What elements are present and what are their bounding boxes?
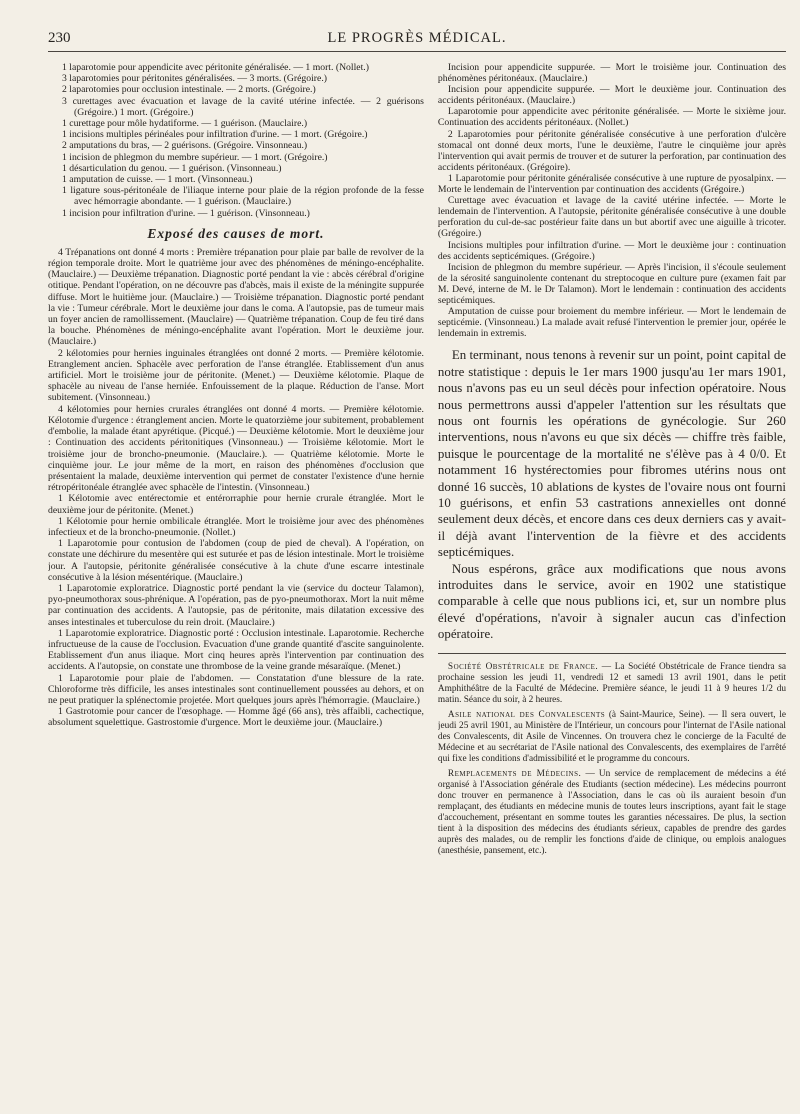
paragraph: 2 Laparotomies pour péritonite généralisée consécutive à une perforation d'ulcère stomacal ont donné deux morts, l'une le deuxième, l'autre le cinquième jour après l'intervention qui avait permis de trouver et de suturer la perforation, par continuation des accidents péritonéaux. (Grégoire). — [437, 128, 786, 173]
paragraph: Incision de phlegmon du membre supérieur. — Après l'incision, il s'écoule seulement de la sérosité sanguinolente contenant du streptocoque en culture pure (examen fait par M. Devé, interne de M. le Dr Talamon). Mort le lendemain : continuation des accidents septicémiques. — [437, 261, 786, 306]
notice-body: — La Société Obstétricale de France tiendra sa prochaine session les jeudi 11, vendredi 12 et samedi 13 avril 1901, dans le petit Amphithéâtre de la Faculté de Médecine. Première séance, le jeudi 11 à 9 heures 1/2 du matin. Séance du soir, à 2 heures. — [437, 661, 786, 705]
news-notice — [438, 769, 786, 857]
operation-entry: 1 désarticulation du genou. — 1 guérison. (Vinsonneau.) — [62, 162, 282, 174]
paragraph: 4 kélotomies pour hernies crurales étranglées ont donné 4 morts. — Première kélotomie. Kélotomie d'urgence : étranglement ancien. Morte le quatorzième jour subitement, probablement d'embolie, la malade étant apyrétique. (Picqué.) — Deuxième kélotomie. Mort le deuxième jour : Continuation des accidents péritonitiques (Vinsonneau.) — Troisième kélotomie. Mort le troisième jour de broncho-pneumonie. (Mauclaire.). — Quatrième kélotomie. Morte le cinquième jour. Le jour même de la mort, en raison des phénomènes d'occlusion que présentaient la malade, deuxième intervention qui permet de constater l'existence d'une hernie rétropéritonéale étranglée avec sphacèle de l'intestin. (Vinsonneau.) — [48, 403, 424, 494]
operation-entry: 2 amputations du bras, — 2 guérisons. (Grégoire. Vinsonneau.) — [62, 140, 308, 152]
operation-entry: 3 curettages avec évacuation et lavage de la cavité utérine infectée. — 2 guérisons (Grégoire.) 1 mort. (Grégoire.) — [62, 95, 424, 118]
divider — [438, 653, 786, 654]
paragraph: 4 Trépanations ont donné 4 morts : Première trépanation pour plaie par balle de revolver de la région temporale droite. Mort le quatrième jour avec des phénomènes de méningo-encéphalite. (Mauclaire.) — Deuxième trépanation. Diagnostic porté pendant la vie : abcès cérébral d'origine otitique. Pendant l'opération, on ne découvre pas d'abcès, mais il existe de la méningite suppurée diffuse. Mort le huitième jour. (Mauclaire.) — Troisième trépanation. Diagnostic porté pendant la vie : Tumeur cérébrale. Mort le deuxième jour dans le coma. A l'autopsie, pas de tumeur mais un foyer ancien de ramollissement. (Mauclaire) — Quatrième trépanation. Coup de feu tiré dans la bouche. Phénomènes de méningo-encéphalite avant l'opération. Mort le deuxième jour. (Mauclaire.) — [48, 246, 424, 348]
conclusion-paragraph: En terminant, nous tenons à revenir sur un point, point capital de notre statistique : depuis le 1er mars 1900 jusqu'au 1er mars 1901, nous n'avons pas eu un seul décès pour infection opératoire. Nous nous permettrons aussi d'appeler l'attention sur les résultats que nous ont fournis les opérations de gynécologie. Sur 260 interventions, nous n'avons eu que six décès — chiffre très faible, puisque le pourcentage de la mortalité ne s'élève pas à 4 0/0. Et notamment 16 hystérectomies pour fibromes utérins nous ont donné 16 succès, 10 ablations de kystes de l'ovaire nous ont fourni 10 guérisons, et enfin 53 castrations annexielles ont donné seulement deux décès, et encore dans ces deux derniers cas y avait-il déjà avant l'intervention de la fièvre et des accidents septicémiques. — [437, 348, 786, 560]
operation-entry: 1 curettage pour môle hydatiforme. — 1 guérison. (Mauclaire.) — [62, 118, 308, 130]
notice-body: (à Saint-Maurice, Seine). — Il sera ouvert, le jeudi 25 avril 1901, au Ministère de l'Intérieur, un concours pour l'internat de l'Asile national des Convalescents, dit Asile de Vincennes. On trouvera chez le concierge de la Faculté de Médecine et au secrétariat de l'Asile national des Convalescents, des exemplaires de l'arrêté qui fixe les conditions d'admissibilité et le programme du concours. — [437, 709, 786, 764]
paragraph: 1 Laparotomie pour contusion de l'abdomen (coup de pied de cheval). A l'opération, on constate une déchirure du mesentère qui est suturée et pas de lésion intestinale. Mort le troisième jour. A l'autopsie, péritonite généralisée consécutive à la chute d'une escarre intestinale consécutive à la lésion mésentérique. (Mauclaire.) — [48, 538, 424, 583]
left-column — [48, 62, 424, 1114]
operation-entry: 3 laparotomies pour péritonites généralisées. — 3 morts. (Grégoire.) — [62, 73, 327, 85]
operation-entry: 1 laparotomie pour appendicite avec péritonite généralisée. — 1 mort. (Nollet.) — [62, 62, 369, 73]
paragraph: Incision pour appendicite suppurée. — Mort le deuxième jour. Continuation des accidents péritonéaux. (Mauclaire.) — [437, 84, 786, 107]
paragraph: Incisions multiples pour infiltration d'urine. — Mort le deuxième jour : continuation des accidents septicémiques. (Grégoire.) — [437, 239, 786, 262]
conclusion-paragraph: Nous espérons, grâce aux modifications que nous avons introduites dans le service, avoir en 1902 une statistique comparable à celle que nous publions ici, et, sur un nombre plus élevé d'opérations, n'avoir à signaler aucun cas d'infection opératoire. — [437, 561, 786, 642]
paragraph: 1 Kélotomie avec entérectomie et entérorraphie pour hernie crurale étranglée. Mort le deuxième jour de péritonite. (Menet.) — [48, 493, 424, 516]
paragraph: Curettage avec évacuation et lavage de la cavité utérine infectée. — Morte le lendemain de l'intervention. A l'autopsie, péritonite généralisée consécutive à une double perforation du cul-de-sac postérieur faite dans un but abortif avec une aiguille à tricoter. (Grégoire.) — [437, 195, 786, 240]
section-title: Exposé des causes de mort. — [147, 225, 325, 241]
paragraph: 1 Laparotomie pour plaie de l'abdomen. — Constatation d'une blessure de la rate. Chloroforme très difficile, les anses intestinales sont continuellement poussées au dehors, et on ne peut pratiquer la splénectomie projetée. Mort quelques jours après l'hémorragie. (Mauclaire.) — [48, 672, 424, 706]
notice-heading: Remplacements de Médecins. — [447, 768, 582, 779]
paragraph: Incision pour appendicite suppurée. — Mort le troisième jour. Continuation des phénomènes péritonéaux. (Mauclaire.) — [437, 62, 786, 85]
operation-entry: 1 incision pour infiltration d'urine. — 1 guérison. (Vinsonneau.) — [62, 207, 310, 219]
notice-heading: Société Obstétricale de France. — [447, 661, 599, 672]
news-notice — [438, 662, 786, 706]
paragraph: 1 Laparotomie exploratrice. Diagnostic porté : Occlusion intestinale. Laparotomie. Recherche infructueuse de la cause de l'occlusion. Evacuation d'une grande quantité d'ascite sanguinolente. Etablissement d'un anus iliaque. Mort cinq heures après l'intervention par continuation des accidents. A l'autopsie, on constate une thrombose de la veine grande mésaraïque. (Menet.) — [48, 627, 424, 673]
news-notice — [438, 710, 786, 765]
paragraph: Laparotomie pour appendicite avec péritonite généralisée. — Morte le sixième jour. Continuation des accidents péritonéaux. (Nollet.) — [437, 106, 786, 129]
paragraph: 1 Laparotomie pour péritonite généralisée consécutive à une rupture de pyosalpinx. — Morte le lendemain de l'intervention par continuation des accidents (Grégoire.) — [437, 172, 786, 196]
page-number: 230 — [48, 30, 71, 46]
paragraph: 1 Kélotomie pour hernie ombilicale étranglée. Mort le troisième jour avec des phénomènes infectieux et de la broncho-pneumonie. (Nollet.) — [48, 515, 424, 538]
notice-heading: Asile national des Convalescents — [447, 709, 606, 720]
paragraph: 2 kélotomies pour hernies inguinales étranglées ont donné 2 morts. — Première kélotomie. Etranglement ancien. Sphacèle avec perforation de l'anse étranglée. Etablissement d'un anus artificiel. Mort le troisième jour de péritonite. (Menet.) — Deuxième kélotomie. Plaque de sphacèle au niveau de l'anse herniée. Enfouissement de la plaque. Réduction de l'anse. Mort subitement. (Vinsonneau.) — [48, 347, 424, 404]
paragraph: Amputation de cuisse pour broiement du membre inférieur. — Mort le lendemain de septicémie. (Vinsonneau.) La malade avait refusé l'intervention le premier jour, opérée le lendemain in extremis. — [437, 306, 786, 340]
operation-entry: 1 incisions multiples périnéales pour infiltration d'urine. — 1 mort. (Grégoire.) — [62, 129, 368, 141]
operation-entry: 1 ligature sous-péritonéale de l'iliaque interne pour plaie de la région profonde de la fesse avec hémorragie abondante. — 1 guérison. (Mauclaire.) — [62, 185, 424, 208]
page-header — [48, 30, 786, 52]
operation-entry: 1 amputation de cuisse. — 1 mort. (Vinsonneau.) — [62, 174, 253, 186]
right-column — [438, 62, 786, 1114]
operation-entry: 1 incision de phlegmon du membre supérieur. — 1 mort. (Grégoire.) — [62, 151, 328, 163]
paragraph: 1 Gastrotomie pour cancer de l'œsophage. — Homme âgé (66 ans), très affaibli, cachectique, absolument squelettique. Gastrostomie d'urgence. Mort le deuxième jour. (Mauclaire.) — [48, 706, 424, 729]
operation-entry: 2 laparotomies pour occlusion intestinale. — 2 morts. (Grégoire.) — [62, 84, 316, 96]
notice-body: — Un service de remplacement de médecins a été organisé à l'Association générale des Etudiants (section médecine). Les médecins pourront donc trouver en permanence à l'Association, dans le cas où ils auraient besoin d'un remplaçant, des étudiants en médecine munis de toutes leurs inscriptions, ayant fait le stage d'accouchement, présentant en somme toutes les garanties nécessaires. De plus, la section tient à la disposition des médecins des étudiants sérieux, capables de prendre des gardes auprès des malades, ou de remplir les fonctions d'aide de clinique, ou emplois analogues (anesthésie, pansement, etc.). — [437, 768, 786, 856]
paragraph: 1 Laparotomie exploratrice. Diagnostic porté pendant la vie (service du docteur Talamon), pyo-pneumothorax sous-phrénique. A l'opération, pas de pyo-pneumothorax. Mort la nuit même par continuation des accidents. A l'autopsie, pas de péritonite, mais dilatation excessive des anses intestinales et tuberculose du rein droit. (Mauclaire.) — [48, 582, 424, 628]
journal-title: LE PROGRÈS MÉDICAL. — [327, 30, 507, 46]
operations-list — [48, 62, 424, 219]
